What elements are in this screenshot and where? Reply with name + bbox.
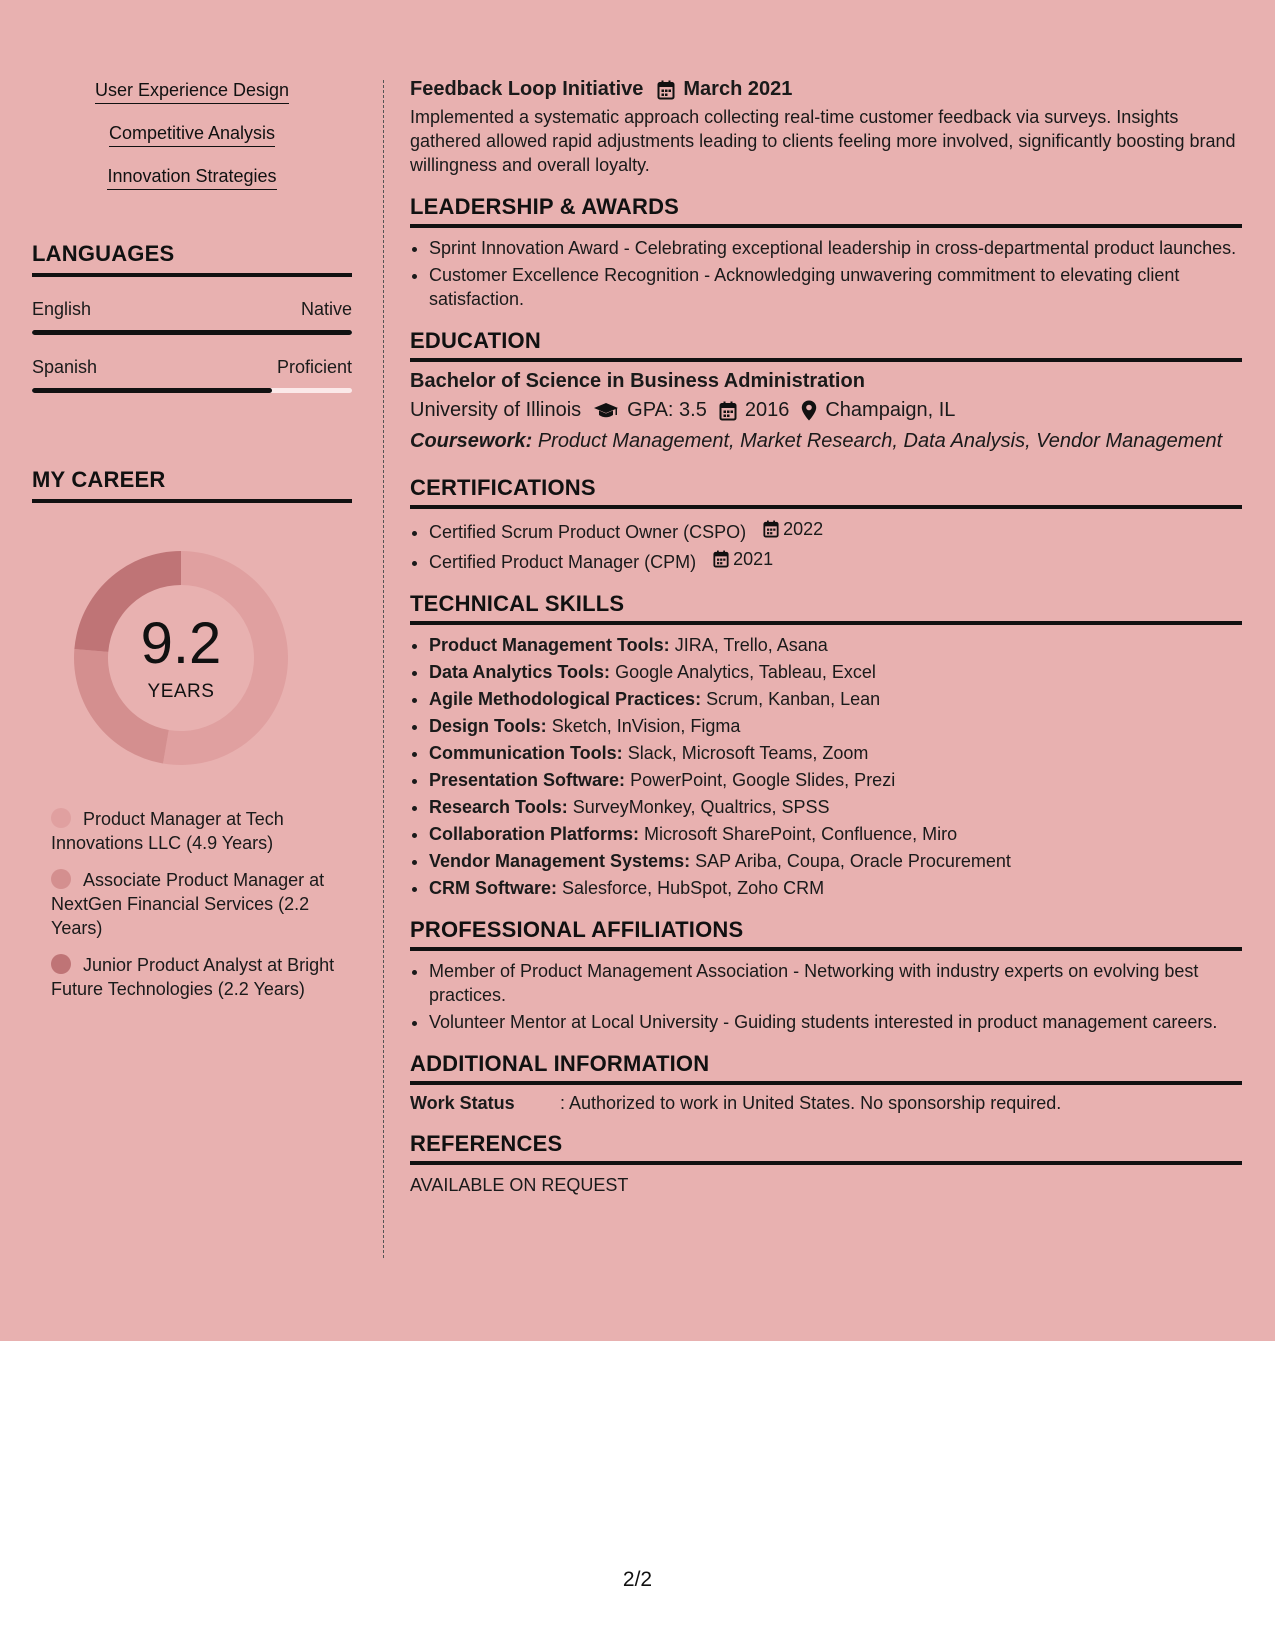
project-description: Implemented a systematic approach collecting real-time customer feedback via surveys. Insights gathered allowed rapid adjustments leading to clients feeling more involved, significantly boosting brand willingness and overall loyalty. — [410, 107, 1236, 175]
list-item — [429, 517, 1242, 544]
skills-list — [32, 80, 352, 209]
list-item — [429, 687, 1242, 711]
languages-heading: LANGUAGES — [32, 241, 352, 277]
project-title: Feedback Loop Initiative — [410, 78, 644, 100]
leadership-heading: LEADERSHIP & AWARDS — [410, 194, 1242, 228]
skill-value: JIRA, Trello, Asana — [674, 635, 828, 655]
career-legend-item — [51, 868, 352, 940]
list-item — [429, 849, 1242, 873]
legend-dot — [51, 954, 71, 974]
certifications-list — [410, 517, 1242, 574]
graduation-cap-icon — [593, 402, 619, 420]
leadership-list — [410, 236, 1242, 311]
left-column — [32, 80, 352, 1014]
skill-label: Product Management Tools: — [429, 635, 670, 655]
career-total-value: 9.2 — [140, 611, 222, 676]
career-heading: MY CAREER — [32, 467, 352, 503]
list-item — [429, 768, 1242, 792]
education-details — [410, 399, 1242, 422]
education-school: University of Illinois — [410, 399, 582, 421]
list-item — [429, 547, 1242, 574]
education-gpa: GPA: 3.5 — [627, 399, 707, 421]
skill-label: Research Tools: — [429, 797, 568, 817]
affiliations-heading: PROFESSIONAL AFFILIATIONS — [410, 917, 1242, 951]
language-bar-fill — [32, 388, 272, 393]
project-date: March 2021 — [683, 78, 793, 100]
technical-skills-heading: TECHNICAL SKILLS — [410, 591, 1242, 625]
career-legend-label: Associate Product Manager at NextGen Financial Services (2.2 Years) — [51, 870, 325, 938]
work-status-label: Work Status — [410, 1093, 515, 1113]
list-item — [429, 633, 1242, 657]
career-legend-label: Junior Product Analyst at Bright Future Technologies (2.2 Years) — [51, 955, 335, 999]
career-legend — [32, 807, 352, 1001]
references-text: AVAILABLE ON REQUEST — [410, 1175, 629, 1195]
project-header — [410, 78, 1242, 101]
language-name: Spanish — [32, 357, 98, 377]
list-item: • Volunteer Mentor at Local University - Guiding students interested in product management careers. — [429, 1010, 1242, 1034]
skill-value: SAP Ariba, Coupa, Oracle Procurement — [695, 851, 1011, 871]
list-item — [429, 660, 1242, 684]
list-item: • Customer Excellence Recognition - Acknowledging unwavering commitment to elevating client satisfaction. — [429, 263, 1242, 311]
education-heading: EDUCATION — [410, 328, 1242, 362]
skill-label: Presentation Software: — [429, 770, 626, 790]
skill-value: Microsoft SharePoint, Confluence, Miro — [644, 824, 958, 844]
skill-value: SurveyMonkey, Qualtrics, SPSS — [572, 797, 830, 817]
language-bar — [32, 388, 352, 393]
skill-label: Communication Tools: — [429, 743, 623, 763]
additional-info-heading: ADDITIONAL INFORMATION — [410, 1051, 1242, 1085]
certification-name: Certified Product Manager (CPM) — [429, 552, 697, 572]
work-status-value: : Authorized to work in United States. No sponsorship required. — [560, 1093, 1062, 1113]
list-item — [429, 714, 1242, 738]
language-bar-fill — [32, 330, 352, 335]
page-number: 2/2 — [622, 1568, 653, 1591]
language-bar — [32, 330, 352, 335]
calendar-icon — [657, 80, 675, 100]
donut-center — [66, 611, 296, 703]
skill-label: Data Analytics Tools: — [429, 662, 611, 682]
list-item — [429, 822, 1242, 846]
column-divider — [383, 80, 384, 1258]
references-heading: REFERENCES — [410, 1131, 1242, 1165]
skill-value: Slack, Microsoft Teams, Zoom — [627, 743, 869, 763]
certifications-heading: CERTIFICATIONS — [410, 475, 1242, 509]
skill-label: CRM Software: — [429, 878, 558, 898]
calendar-icon — [763, 520, 779, 538]
skill-item: Innovation Strategies — [107, 166, 276, 190]
technical-skills-list — [410, 633, 1242, 900]
education-degree: Bachelor of Science in Business Administration — [410, 370, 865, 392]
language-entry — [32, 357, 352, 393]
legend-dot — [51, 808, 71, 828]
career-legend-item — [51, 953, 352, 1001]
legend-dot — [51, 869, 71, 889]
list-item: • Member of Product Management Association - Networking with industry experts on evolving best practices. — [429, 959, 1242, 1007]
skill-label: Collaboration Platforms: — [429, 824, 640, 844]
career-legend-item — [51, 807, 352, 855]
education-location: Champaign, IL — [825, 399, 956, 421]
skill-label: Design Tools: — [429, 716, 547, 736]
list-item — [429, 876, 1242, 900]
skill-item: Competitive Analysis — [109, 123, 275, 147]
right-column — [410, 78, 1242, 1196]
affiliations-list — [410, 959, 1242, 1034]
skill-label: Agile Methodological Practices: — [429, 689, 702, 709]
language-level: Native — [300, 299, 352, 319]
language-entry — [32, 299, 352, 335]
skill-value: Salesforce, HubSpot, Zoho CRM — [562, 878, 825, 898]
skill-value: Google Analytics, Tableau, Excel — [615, 662, 876, 682]
skill-label: Vendor Management Systems: — [429, 851, 691, 871]
coursework-value: Product Management, Market Research, Data Analysis, Vendor Management — [537, 430, 1223, 452]
language-name: English — [32, 299, 92, 319]
certification-year: 2021 — [733, 549, 774, 569]
skill-value: Scrum, Kanban, Lean — [706, 689, 881, 709]
list-item — [429, 741, 1242, 765]
calendar-icon — [713, 550, 729, 568]
career-legend-label: Product Manager at Tech Innovations LLC (4.9 Years) — [51, 809, 284, 853]
list-item: • Sprint Innovation Award - Celebrating exceptional leadership in cross-departmental product launches. — [429, 236, 1242, 260]
certification-year: 2022 — [783, 519, 824, 539]
education-coursework — [410, 430, 1242, 453]
language-level: Proficient — [276, 357, 352, 377]
calendar-icon — [719, 401, 737, 421]
education-year: 2016 — [744, 399, 790, 421]
list-item — [429, 795, 1242, 819]
work-status-row — [410, 1093, 1242, 1114]
skill-value: Sketch, InVision, Figma — [551, 716, 741, 736]
career-total-unit: YEARS — [147, 681, 215, 702]
skill-item: User Experience Design — [95, 80, 289, 104]
location-pin-icon — [801, 400, 817, 421]
coursework-label: Coursework: — [410, 430, 533, 452]
career-donut-chart — [66, 543, 296, 773]
skill-value: PowerPoint, Google Slides, Prezi — [630, 770, 896, 790]
certification-name: Certified Scrum Product Owner (CSPO) — [429, 522, 747, 542]
